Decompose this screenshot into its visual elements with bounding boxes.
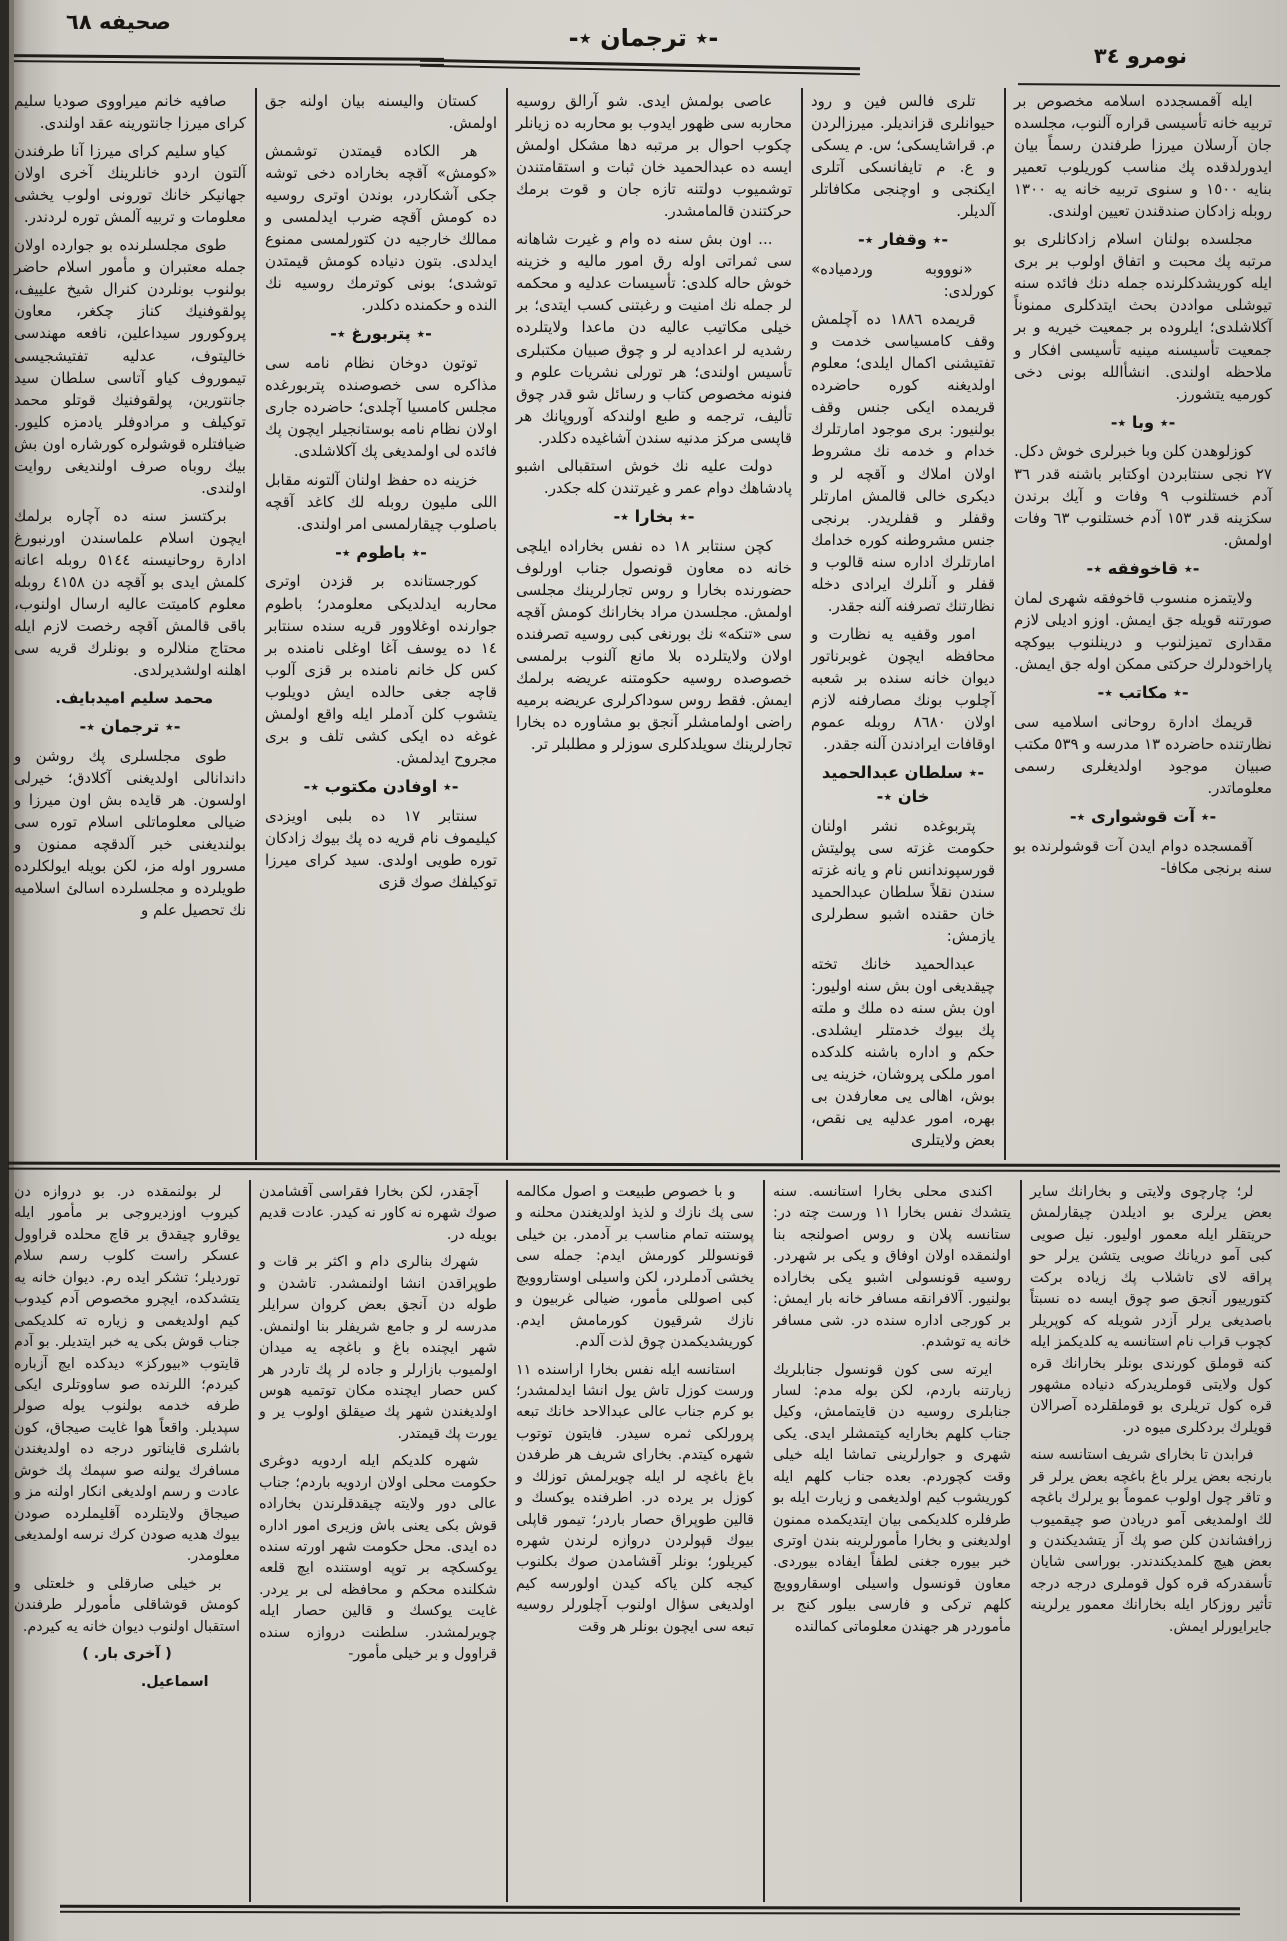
article-paragraph: آچقدر، لكن بخارا فقراسى آقشامدن صوك شهره نه كاور نه كيدر. عادت قديم بويله در.	[259, 1184, 497, 1243]
column-divider	[249, 1180, 251, 1902]
header-rule-right	[420, 59, 860, 75]
article-paragraph: قريمك ادارة روحانى اسلاميه سى نظارتنده حاضرده ١٣ مدرسه و ٥٣٩ مكتب صبيان موجود اولديغلرى رسمى معلوماتدر.	[1014, 712, 1272, 797]
bottom-section	[7, 1180, 1279, 1902]
bottom-column-3	[509, 1180, 761, 1902]
article-paragraph: پتربوغده نشر اولنان حكومت غزته سى پوليتش قورسپوندانس نام و يانه غزته سندن نقلاً سلطان عبدالحميد خان حقنده اشبو سطرلرى يازمش:	[811, 816, 995, 945]
column-divider	[506, 88, 508, 1160]
section-heading: -٭ پتربورغ ٭-	[265, 322, 497, 346]
article-paragraph: فرابدن تا بخاراى شريف استانسه سنه بارنجه بعض يرلر باغ باغچه بعض يرلر قر و تاقر چول اولوب عموماً بو يرلرك باغچه لك اولمديغى آمو دريادن صو چيقميوب زرافشاندن كلن صو پك آز يتشديكندن و بعض هيچ كلمديكندندر. بوراسى شايان تأسفدركه قره كول قوملرى درجه درجه تأثير روزكار ايله بخارانك معمور يرلرينه جايرايورلر ايمش.	[1030, 1447, 1272, 1635]
top-column-4	[258, 88, 504, 1160]
column-divider	[255, 88, 257, 1160]
section-heading: -٭ ترجمان ٭-	[14, 715, 246, 739]
article-paragraph: امور وقفيه يه نظارت و محافظه ايچون غوبرناتور ديوان خانه سنده بر شعبه آچلوب بونك مصارفنه لازم اولان ٨٦٨٠ روبله عموم اوقافات ايرادندن آلنه جقدر.	[811, 624, 995, 754]
column-divider	[1004, 88, 1006, 1160]
section-heading: -٭ باطوم ٭-	[265, 541, 497, 565]
article-paragraph: آقمسجده دوام ايدن آت قوشولرنده بو سنه برنجى مكافا-	[1014, 836, 1272, 877]
article-paragraph: ايرته سى كون قونسول جنابلريك زيارتنه باردم، لكن بوله مدم: لسار جنابلرى روسيه دن قايتمامش، وكيل جناب كلهم بخارايه كيتمشلر ايدى. يكى شهرى و جوارلرينى تماشا ايله خيلى وقت كچوردم. بعده جناب كلهم ايله كوريشوب كيم اولديغمى و زيارت ايله بو طرفلره كلديكمى بيان ايتديكمده ممنون اولديغنى و بخارا مأمورلرينه بندن اوترى خبر بيوره جغنى لطفاً ايفاده بيوردى. معاون قونسول واسيلى اوسقاروويچ كلهم تركى و فارسى بيلور كنج بر مأموردر هر جهندن معلوماتى كمالنده	[773, 1361, 1011, 1635]
top-column-5	[7, 88, 253, 1160]
section-heading: -٭ قاخوفقه ٭-	[1014, 557, 1272, 581]
article-paragraph: بركتسز سنه ده آچاره برلمك ايچون اسلام علماسندن اورنبورغ ادارة روحانيسنه ٥١٤٤ روبله اعانه كلمش ايدى بو آقچه دن ٤١٥٨ روبله معلوم كاميتت عاليه ارسال اولنوب، باقى قالمش آقچه رخصت لازم ايله محتاج منلالره و بونلرك قريه سى اهلنه اولشديرلدى.	[14, 506, 246, 680]
signature: اسماعيل.	[140, 1673, 209, 1690]
article-paragraph: عبدالحميد خانك تخته چيقديغى اون بش سنه اوليور: اون بش سنه ده ملك و ملته پك بيوك خدمتلر ايشلدى. حكم و اداره باشنه كلدكده امور ملكى پروشان، خزينه يى بوش، اهالى يى معارفدن بى بهره، امور عدليه يى نقص، بعض ولايتلرى	[811, 955, 995, 1150]
article-paragraph: لر بولنمقده در. بو دروازه دن كيروب اوزديروجى بر مأمور ايله يوقارو چيقدق بر قاچ محلده قراوول عسكر راست كلوب رسم سلام تورديلر؛ تشكر ايده رم. ديوان خانه يه يتشدكده، ايچرو مخصوص آدم كيدوب كيم اولديغمى و زياره ته كلديكمى جناب قوش بكى يه خبر ايتديلر. بو آدم قايتوب «بيوركز» ديدكده ايچ آزباره كيردم؛ اللرنده صو ساووتلرى ايكى طرفه خدمه بولنوب يوله صولر سپديلر. واقعاً هوا غايت صيجاق، كون باشلرى قايناتور درجه ده اولديغندن مسافرك يولنه صو سپمك پك خوش عادت و رسم اولديغى انكار اولنه مز و صيجاق ولايتلرده آقليملرده صودن بيوك هديه صودن كرك نرسه اولمديغى معلومدر.	[14, 1184, 240, 1565]
masthead-title: -٭ ترجمان ٭-	[0, 24, 1287, 52]
continuation-note: ( آخرى بار. )	[82, 1646, 172, 1663]
article-paragraph: ايله آقمسجدده اسلامه مخصوص بر تربيه خانه تأسيسى قراره آلنوب، مجلسده جان آرسلان ميرزا طرفندن رسماً بيان ايدورلدقده پك مناسب كوريلوب تعمير بنايه ١٥٠٠ و سنوى تربيه خانه يه ١٣٠٠ روبله زادكان صندقندن تعيين اولندى.	[1014, 92, 1272, 221]
article-paragraph: قريمده ١٨٨٦ ده آچلمش وقف كامسياسى خدمت و تفتيشنى اكمال ايلدى؛ معلوم اولديغنه كوره حاضرده قريمده ايكى جنس وقف بولنيور: برى موجود امارتلرك خدام و خدمه نك مشروط اولان املاك و آقچه لر و ديكرى خالى قالمش امارتلر وقفلر و قفلريدر. برنجى جنس مشروطنه كوره خدامك امارتلرك اداره سنه قالوب و قفلر و آنلرك ايرادى دخله نظارتنك تصرفنه آلنه جقدر.	[811, 310, 995, 615]
article-paragraph: كچن سنتابر ١٨ ده نفس بخاراده ايلچى خانه ده معاون قونصول جناب اورلوف حضورنده بخارا و روس تجارلرينك مجلسى اولمش. مجلسدن مراد بخارانك كومش آقچه سى «تنكه» نك بورنغى كبى روسيه تصرفنده اولان ولايتلرده بلا مانع آلنوب برلمسى خصوصده روسيه حكومتنه عريضه برلمك ايمش. فقط روس سوداكرلرى عريضه برميه راضى اولمامشلر آنجق بو مشاوره ده بخارا تجارلرينك سويلدكلرى سوزلر و مطلبلر تر.	[516, 536, 792, 754]
column-divider	[801, 88, 803, 1160]
article-paragraph: طوى مجلسلرنده بو جوارده اولان جمله معتبران و مأمور اسلام حاضر بولنوب بونلردن كنرال شيخ علييف، پولقوفنيك كناز چكغر، معاون پروكورور سيداعلين، نافعه مهندسى خاليتوف، عدليه تفتيشجيسى تيموروف كياو آتاسى سلطان سيد جانتورين، پولقوفنيك قوتلو محمد توكيلف و مرادوفلر يادمزه كليور. ضيافتلره قوشولره كورشاره اون بش بيك روباه صرف اولنديغى روايت اولندى.	[14, 236, 246, 497]
article-paragraph: لر؛ چارچوى ولايتى و بخارانك ساير بعض يرلرى بو اديلدن چيقارلمش حريتقلر ايله معمور اوليور. نيل صويى كبى آمو دريانك صويى يتشن يرلر حو پراقه لاى تاشلاب پك زياده بركت كتورييور آنجق صو چوق ايسه ده نسبتاً باصديغى يرلر آزدر شويله كه كوپريلر كچوب قراب نام استانسه يه كلديكمز ايله كنه قوملق كورندى بونلر بخارانك قره كول ولايتى قوملريدركه دنياده مشهور قره كول تريلرى بو قوملقلرده آصرالان قويلرك بردكلرى ميوه در.	[1030, 1184, 1272, 1436]
section-heading: -٭ اوفادن مكتوب ٭-	[265, 775, 497, 799]
article-paragraph: شهرك بنالرى دام و اكثر بر قات و طوپراقدن انشا اولنمشدر. تاشدن و طوله دن آنجق بعض كروان سرايلر مدرسه لر و جامع شريفلر بنا اولنمش. شهر ايچنده باغ و باغچه يه ميدان اولميوب بازارلر و جاده لر پك تاردر هر كس حصار ايچنده مكان توتميه هوس اولديغندن شهر پك صيقلق اولوب ير و يورت پك قيمتدر.	[259, 1254, 497, 1442]
article-paragraph: شهره كلديكم ايله اردويه دوغرى حكومت محلى اولان اردويه باردم؛ جناب عالى دور ولايته چيقدقلرندن بخاراده قوش بكى يعنى باش وزيرى امور اداره ده ايدى. محل حكومت شهر اورته سنده يوكسكچه بر توپه اوستنده ايچ قلعه شكلنده محكم و محافظه لى بر يردر. غايت يوكسك و قالين حصار ايله چويرلمشدر. سلطنت دروازه سنده قراوول و بر خيلى مأمور-	[259, 1453, 497, 1663]
article-paragraph: و با خصوص طبيعت و اصول مكالمه سى پك نازك و لذيذ اولديغندن محلنه و پوستنه تمام مناسب بر آدمدر. بن خيلى قونسوللر كورمش ايدم: جمله سى يخشى آدملردر، لكن واسيلى اوستاروويچ كبى اصوللى مأمور، ضيالى غربيون و نازك شرقيون كورمامش ايدم. كوريشديكمدن چوق لذت آلدم.	[516, 1184, 754, 1351]
top-column-1	[1007, 88, 1279, 1160]
header-rule-left	[14, 54, 444, 66]
issue-underline-rule	[1018, 83, 1280, 87]
section-heading: -٭ آت قوشوارى ٭-	[1014, 805, 1272, 829]
mid-page-divider-rule	[8, 1162, 1280, 1173]
sheet-number-label: صحيفه ٦٨	[66, 10, 171, 34]
article-paragraph: تلرى فالس فين و رود حيوانلرى قزانديلر. ميرزالردن م. قراشايسكى؛ س. م يسكى و ع. م تايفانسكى آتلرى ايكنجى و اوچنجى مكافاتلر آلديلر.	[811, 92, 995, 221]
article-paragraph: اكندى محلى بخارا استانسه. سنه يتشدك نفس بخارا ١١ ورست چته در: ستانسه پلان و روس اصولنجه بنا اولنمقده اولان اوفاق و يكى بر شهردر. روسيه قونسولى اشبو يكى بخاراده بولنيور. آلافرانقه مسافر خانه بار ايمش: بر كورجى اداره سنده در. شى مسافر خانه يه توشدم.	[773, 1184, 1011, 1351]
article-subtitle: «نوووبه وردمياده» كورلدى:	[811, 260, 995, 301]
article-paragraph: خزينه ده حفظ اولنان آلتونه مقابل اللى مليون روبله لك كاغد آقچه باصلوب چيقارلمسى امر اولندى.	[265, 470, 497, 533]
bottom-column-5	[7, 1180, 247, 1902]
article-paragraph: هر الكاده قيمتدن توشمش «كومش» آقچه بخاراده دخى توشه جكى آشكاردر، بوندن اوترى روسيه ده كومش آقچه ضرب ايدلمسى و ممالك خارجيه دن كتورلمسى ممنوع ايدلدى. بتون دنياده كومش قيمتدن توشدى؛ بونى كوترمك روسيه نك النده و حكمنده دكلدر.	[265, 142, 497, 315]
article-paragraph: صافيه خانم ميراووى صوديا سليم كراى ميرزا جانتورينه عقد اولندى.	[14, 92, 246, 133]
top-column-3	[509, 88, 799, 1160]
article-paragraph: بر خيلى صارقلى و خلعتلى و كومش قوشاقلى مأمورلر طرفندن استقبال اولنوب ديوان خانه يه كيردم.	[14, 1575, 240, 1635]
article-paragraph: كوزلوهدن كلن وبا خبرلرى خوش دكل. ٢٧ نجى سنتابردن اوكتابر باشنه قدر ٣٦ آدم خستلنوب ٩ وفات و آيك برندن سكزينه قدر ١٥٣ آدم خستلنوب ٦٣ وفات اولمش.	[1014, 442, 1273, 549]
article-paragraph: طوى مجلسلرى پك روشن و داندانالى اولديغنى آكلادق؛ خيرلى اولسون. هر قايده بش اون ميرزا و ضيالى معلوماتلى اسلام توره سى بولنديغنى خبر آلدقچه ممنون و مسرور اوله مز، لكن بويله ايولكلرده طويلرده و مجلسلرده اسالئ اسلاميه نك تحصيل علم و	[14, 747, 246, 920]
bottom-column-1	[1023, 1180, 1279, 1902]
bottom-column-4	[252, 1180, 504, 1902]
section-heading: -٭ مكاتب ٭-	[1014, 681, 1272, 705]
article-paragraph: كستان واليسنه بيان اولنه جق اولمش.	[265, 92, 497, 133]
issue-number-label: نومرو ٣٤	[1093, 44, 1187, 68]
column-divider	[763, 1180, 765, 1902]
top-column-2	[804, 88, 1002, 1160]
signature: محمد سليم اميدبايف.	[55, 689, 213, 708]
article-paragraph: كياو سليم كراى ميرزا آنا طرفندن آلتون اردو خانلرينك آخرى اولان جهانيكر خانك تورونى اولوب يخشى معلومات و تربيه آلمش توره لردندر.	[14, 142, 246, 227]
section-heading: -٭ وبا ٭-	[1014, 411, 1272, 435]
article-paragraph: توتون دوخان نظام نامه سى مذاكره سى خصوصنده پتربورغده مجلس كامسيا آچلدى؛ حاضرده جارى اولان نظام نامه بوستانجيلر ايچون پك فائده لى اولمديغى پك آكلاشلدى.	[265, 354, 497, 461]
article-paragraph: سنتابر ١٧ ده بلبى اويزدى كيليموف نام قريه ده پك بيوك زادكان توره طويى اولدى. سيد كراى ميرزا توكيلفك صوك قزى	[265, 806, 497, 891]
bottom-column-2	[766, 1180, 1018, 1902]
footer-rule	[60, 1905, 1240, 1915]
section-heading: -٭ سلطان عبدالحميد خان ٭-	[811, 761, 995, 809]
article-paragraph: ... اون بش سنه ده وام و غيرت شاهانه سى ثمراتى اوله رق امور ماليه و خزينه خوش حاله كلدى: تأسيسات عدليه و محكمه لر جمله نك امنيت و رغبتنى كسب ايتدى؛ بر خيلى مكاتيب عاليه دن ماعدا ولايتلرده رشديه لر اعداديه لر و چوق صبيان مكتبلرى تأسيس اولندى؛ هر تورلى نشريات علوم و فنونه مخصوص كتاب و رسائل شو قدر چوق تأليف، ترجمه و طبع اولندكه آوروپانك هر قاپسى مركز مدنيه سندن آشاغيده دكلدر.	[516, 230, 792, 447]
article-paragraph: مجلسده بولنان اسلام زادكانلرى بو مرتبه پك محبت و اتفاق اولوب بر برى ايله كوريشدكلرنده جمله دنك فائده سنه تيوشلى مواددن بحث ايتدكلرى ممنوناً آكلاشلدى؛ ايلروده بر جمعيت خيريه و بر جمعيت تأسيسنه مينيه تأسيسى افكار و ملاحظه اولندى. انشأالله بونى دخى كورميه يتشورز.	[1014, 230, 1272, 403]
article-paragraph: ولايتمزه منسوب قاخوفقه شهرى لمان صورتنه قويله جق ايمش. اوزو اديلى لازم مقدارى تميزلنوب و درينلنوب بيوكچه پاراخودلرك حركتى ممكن اوله جق ايمش.	[1014, 588, 1272, 673]
article-paragraph: عاصى بولمش ايدى. شو آرالق روسيه محاربه سى ظهور ايدوب بو محاربه ده زيانلر چكوب احوال بر مرتبه دها مشكل اولمش ايسه ده عبدالحميد خان ثبات و استقامتندن توشميوب دولتنه تازه جان و قوت برمك حركتندن قالمامشدر.	[516, 92, 792, 221]
section-heading: -٭ بخارا ٭-	[516, 505, 792, 529]
article-paragraph: دولت عليه نك خوش استقبالى اشبو پادشاهك دوام عمر و غيرتندن كله جكدر.	[516, 456, 792, 497]
column-divider	[1020, 1180, 1022, 1902]
section-heading: -٭ وقفار ٭-	[811, 228, 995, 252]
column-divider	[506, 1180, 508, 1902]
top-section	[7, 88, 1279, 1160]
article-paragraph: استانسه ايله نفس بخارا اراسنده ١١ ورست كوزل تاش يول انشا ايدلمشدر؛ بو كرم جناب عالى عبدالاحد خانك تبعه پرورلكى ثمره سيدر. فايتون توتوب شهره كيتدم. بخاراى شريف هر طرفدن باغ باغچه لر ايله چويرلمش توزلك و كوزل بر يرده در. اطرفنده يوكسك و قالين طوپراق حصار باردر؛ تيمور قاپلى بيوك قپولردن دروازه لرندن شهره كيريلور؛ بونلر آقشامدن صوك بكلنوب كيجه كلن ياكه كيدن اولورسه كيم اولديغى سؤال اولنوب آچلورلر روسيه تبعه سى ايچون بونلر هر وقت	[516, 1361, 754, 1635]
article-paragraph: كورجستانده بر قزدن اوترى محاربه ايدلديكى معلومدر؛ باطوم جوارنده اوغلاوور قريه سنده سنتابر ١٤ ده يوسف آغا اوغلى نامنده بر كس كل خانم نامنده بر قزى آلوب قاچه جغى حالده ايش دويلوب يتشوب كلن آدملر ايله واقع اولمش غوغه ده ايكى كشى تلف و برى مجروح ايدلمش.	[265, 572, 497, 767]
